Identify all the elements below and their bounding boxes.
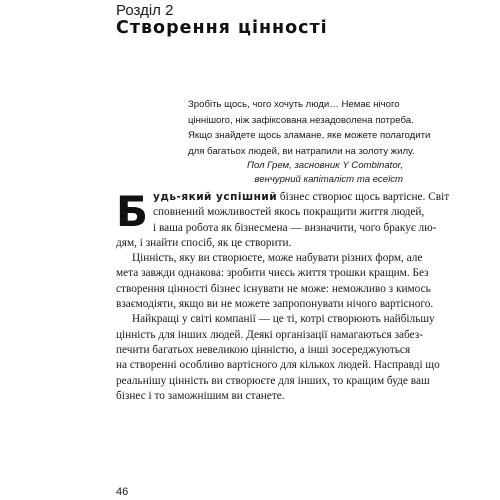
body-line: і ваша робота як бізнесмена — визначити, чого бракує лю- — [153, 221, 437, 234]
epigraph-quote — [188, 97, 431, 159]
epigraph-attribution — [247, 159, 403, 187]
attribution-line: венчурний капіталіст та есеїст — [254, 174, 403, 185]
body-line: створення цінності бізнес існувати не може: неможливо з кимось — [116, 282, 431, 295]
body-line: на створенні особливо вартісного для кількох людей. Насправді що — [116, 359, 440, 372]
body-text — [116, 187, 450, 404]
body-line: взаємодіяти, якщо ви не можете запропонувати нічого вартісного. — [116, 298, 434, 311]
body-line: цінність для інших людей. Деякі організації намагаються забез- — [116, 328, 424, 341]
chapter-label: Розділ 2 — [116, 2, 174, 19]
body-line-text: бізнес створює щось вартісне. Світ — [277, 191, 450, 203]
drop-cap: Б — [116, 187, 149, 236]
body-line — [116, 190, 450, 205]
body-line: реальнішу цінність ви створюєте для інших, то кращим буде ваш — [116, 374, 430, 387]
lead-in-text: удь-який успішний — [153, 191, 278, 203]
body-line: Цінність, яку ви створюєте, може набувати різних форм, але — [132, 252, 423, 265]
body-line: сповнений можливостей якось покращити життя людей, — [153, 206, 425, 219]
attribution-line: Пол Грем, засновник Y Combinator, — [247, 160, 403, 171]
epigraph-line: Зробіть щось, чого хочуть люди… Немає нічого — [188, 99, 400, 110]
epigraph-line: Якщо знайдете щось зламане, яке можете полагодити — [188, 130, 431, 142]
page-number: 46 — [116, 486, 129, 498]
body-line: мета завжди однакова: зробити чиєсь життя трошки кращим. Без — [116, 267, 429, 280]
epigraph-line: для багатьох людей, ви натрапили на золоту жилу. — [188, 145, 415, 157]
epigraph-line: ціннішого, ніж зафіксована незадоволена потреба. — [188, 114, 414, 126]
body-line: бізнес і то заможнішим ви станете. — [116, 389, 285, 402]
body-line: дям, і знайти спосіб, як це створити. — [116, 236, 292, 249]
body-line: печити багатьох невеликою цінністю, а інші зосереджуються — [116, 343, 411, 356]
body-line: Найкращі у світі компанії — це ті, котрі створюють найбільшу — [132, 313, 435, 326]
chapter-title: Створення цінності — [116, 18, 328, 38]
